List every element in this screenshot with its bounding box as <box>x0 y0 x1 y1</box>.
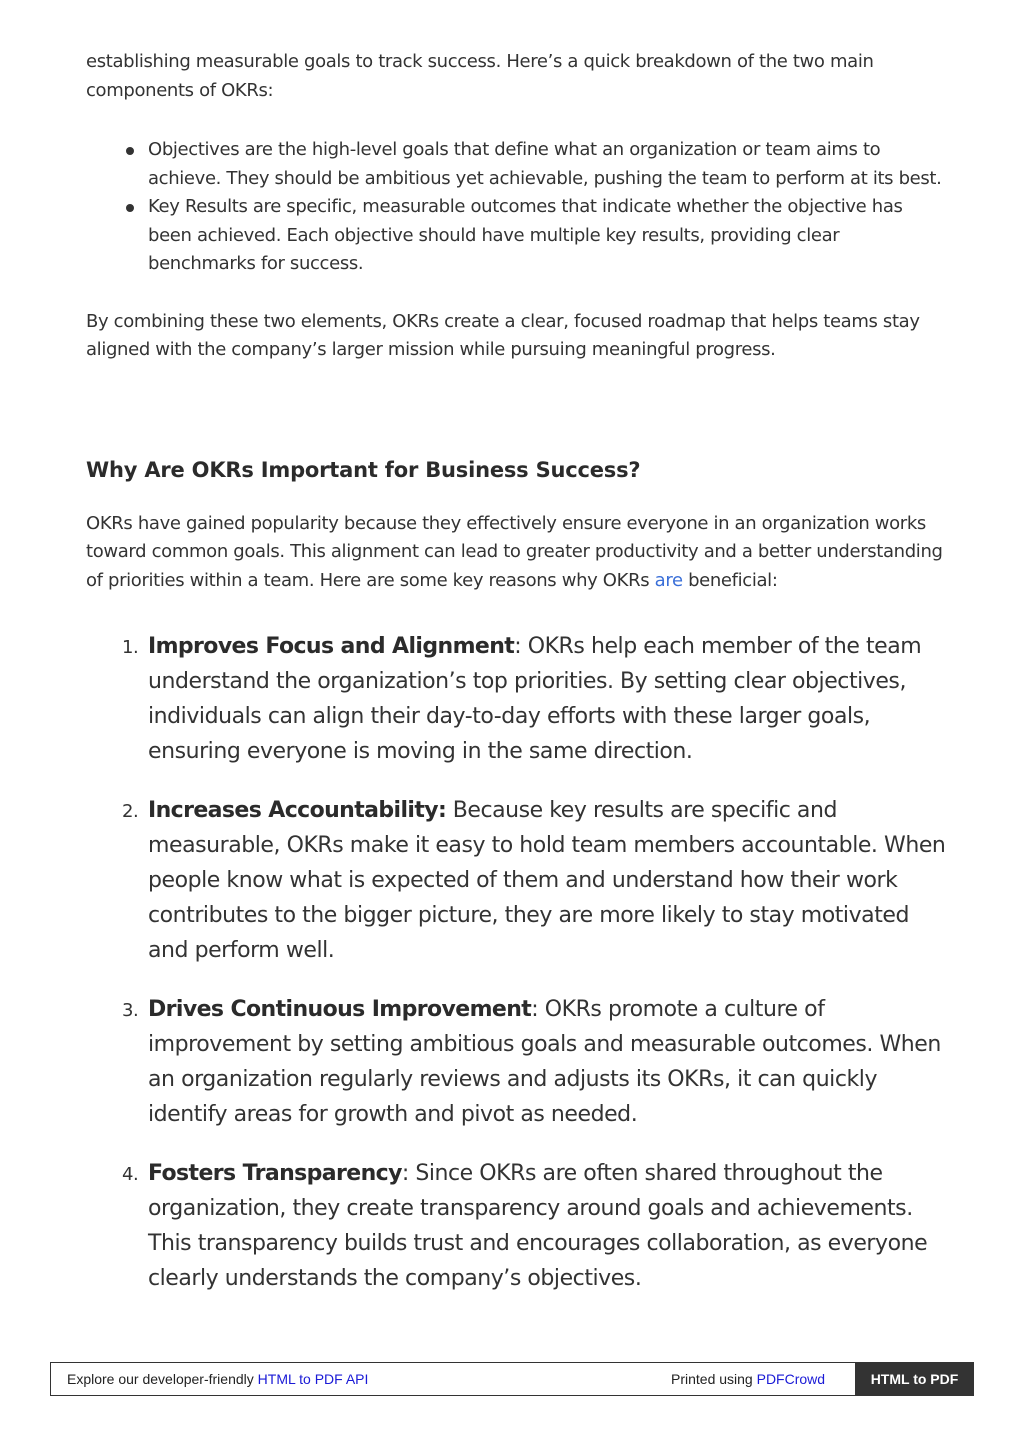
pdfcrowd-link[interactable]: PDFCrowd <box>756 1371 826 1387</box>
reason-text: Because key results are specific and measurable, OKRs make it easy to hold team members accountable. When people know what is expected of them and understand how their work contributes to the bigger picture, they are more likely to stay motivated and perform well. <box>148 798 946 963</box>
html-to-pdf-api-link[interactable]: HTML to PDF API <box>257 1371 369 1387</box>
html-to-pdf-button[interactable]: HTML to PDF <box>855 1362 974 1396</box>
okr-components-list <box>86 136 946 279</box>
list-item: Objectives are the high-level goals that define what an organization or team aims to achieve. They should be ambitious yet achievable, pushing the team to perform at its best. <box>148 136 946 193</box>
reasons-list <box>86 629 946 1296</box>
list-item <box>122 992 946 1132</box>
reason-separator: : <box>514 634 522 659</box>
footer-printed-text: Printed using <box>671 1371 757 1387</box>
list-number: 4. <box>122 1164 139 1185</box>
list-item <box>122 629 946 769</box>
footer-explore-text: Explore our developer-friendly <box>67 1371 258 1387</box>
reason-term: Drives Continuous Improvement <box>148 997 532 1022</box>
footer-explore <box>67 1371 368 1387</box>
reason-text: Since OKRs are often shared throughout the organization, they create transparency around goals and achievements. This transparency builds trust and encourages collaboration, as everyone clearly understands the company’s objectives. <box>148 1161 928 1291</box>
list-number: 3. <box>122 1000 139 1021</box>
reason-separator: : <box>531 997 539 1022</box>
list-number: 1. <box>122 637 139 658</box>
footer-printed <box>671 1371 825 1387</box>
list-item <box>122 1156 946 1296</box>
article-content <box>86 48 946 1320</box>
summary-paragraph: By combining these two elements, OKRs create a clear, focused roadmap that helps teams stay aligned with the company’s larger mission while pursuing meaningful progress. <box>86 310 920 360</box>
reason-term: Fosters Transparency <box>148 1161 402 1186</box>
list-item <box>122 793 946 968</box>
section-intro-text-end: beneficial: <box>682 569 778 591</box>
reason-separator: : <box>401 1161 409 1186</box>
reason-text: OKRs help each member of the team understand the organization’s top priorities. By setting clear objectives, individuals can align their day-to-day efforts with these larger goals, ensuring everyone is moving in the same direction. <box>148 634 922 764</box>
are-link[interactable]: are <box>654 569 683 591</box>
pdfcrowd-footer-bar <box>50 1362 974 1396</box>
reason-text: OKRs promote a culture of improvement by setting ambitious goals and measurable outcomes. When an organization regularly reviews and adjusts its OKRs, it can quickly identify areas for growth and pivot as needed. <box>148 997 941 1127</box>
reason-term: Increases Accountability: <box>148 798 447 823</box>
list-item: Key Results are specific, measurable outcomes that indicate whether the objective has been achieved. Each objective should have multiple key results, providing clear benchmarks for success. <box>148 193 946 279</box>
section-intro-paragraph <box>86 510 946 596</box>
intro-paragraph: establishing measurable goals to track success. Here’s a quick breakdown of the two main components of OKRs: <box>86 51 874 101</box>
reason-term: Improves Focus and Alignment <box>148 634 515 659</box>
section-intro-text: OKRs have gained popularity because they effectively ensure everyone in an organization works toward common goals. This alignment can lead to greater productivity and a better understanding of priorities within a team. Here are some key reasons why OKRs <box>86 512 943 591</box>
list-number: 2. <box>122 801 139 822</box>
section-heading: Why Are OKRs Important for Business Success? <box>86 457 641 482</box>
